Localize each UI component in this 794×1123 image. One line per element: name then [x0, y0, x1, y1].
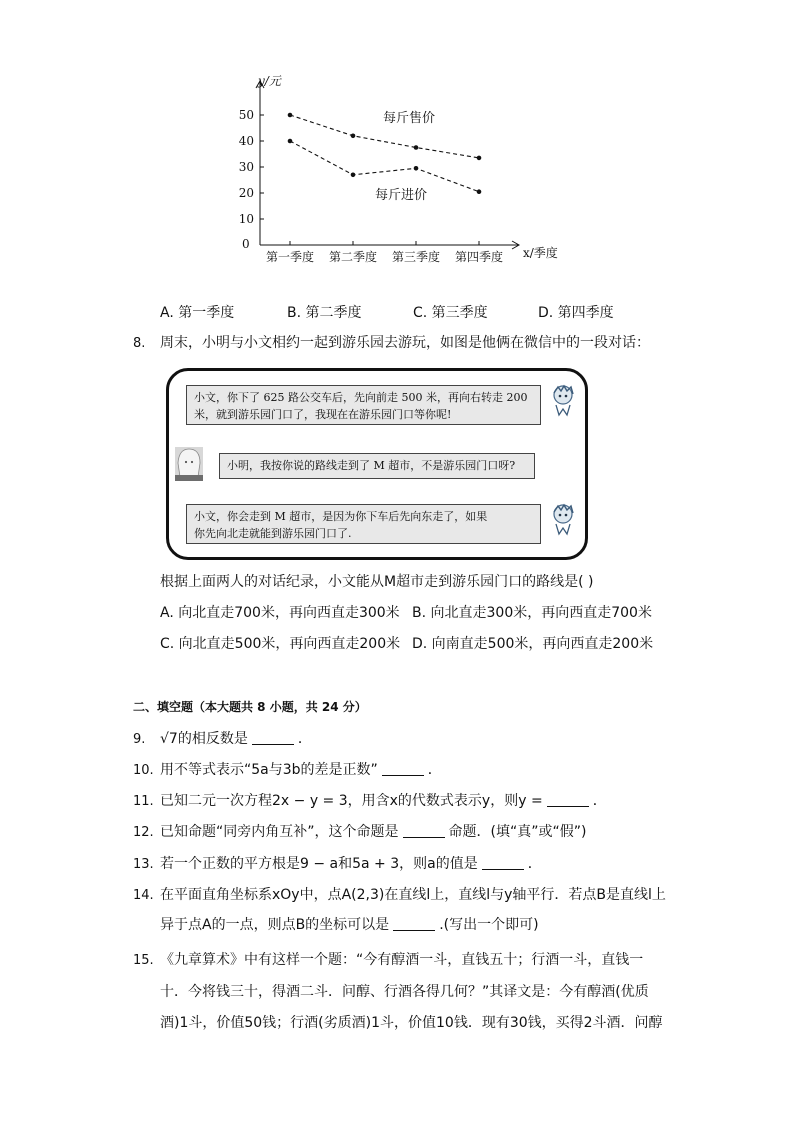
- q13-text: [160, 854, 542, 874]
- q8-stem: 周末，小明与小文相约一起到游乐园去游玩，如图是他俩在微信中的一段对话：: [160, 335, 650, 351]
- q11-post: ．: [592, 793, 607, 809]
- q9-number: 9.: [133, 732, 146, 747]
- y-tick-label-20: 20: [238, 186, 254, 200]
- q7-option-d[interactable]: D. 第四季度: [538, 305, 614, 321]
- xiaowen-avatar-icon: [175, 447, 203, 481]
- q14-line-1: 在平面直角坐标系xOy中，点A(2,3)在直线l上，直线l与y轴平行．若点B是直线l上: [160, 887, 666, 903]
- y-tick-label-30: 30: [238, 160, 254, 174]
- q10-number: 10.: [133, 763, 154, 778]
- q14-post: .(写出一个即可): [439, 917, 539, 933]
- q13-answer-blank[interactable]: [482, 855, 524, 870]
- q12-pre: 已知命题“同旁内角互补”，这个命题是: [160, 824, 399, 840]
- series-2-point-2: [351, 173, 356, 178]
- q8-option-d[interactable]: D. 向南直走500米，再向西直走200米: [412, 636, 654, 652]
- chat-message-3: [186, 504, 541, 544]
- q10-pre: 用不等式表示“5a与3b的差是正数”: [160, 762, 378, 778]
- q9-text: [160, 729, 312, 749]
- series-1-point-2: [351, 134, 356, 139]
- q14-number: 14.: [133, 888, 154, 903]
- q9-post: ．: [297, 731, 312, 747]
- x-tick-label-3: 第三季度: [391, 250, 441, 264]
- chat-message-3-line-2: 你先向北走就能到游乐园门口了.: [194, 527, 352, 540]
- chat-message-3-line-1: 小文，你会走到 M 超市，是因为你下车后先向东走了，如果: [194, 510, 488, 523]
- price-line-chart: [230, 60, 570, 270]
- q11-pre: 已知二元一次方程2x − y = 3，用含x的代数式表示y，则y =: [160, 793, 543, 809]
- q14-pre: 异于点A的一点，则点B的坐标可以是: [160, 917, 390, 933]
- chat-message-1-line-2: 米，就到游乐园门口了，我现在在游乐园门口等你呢!: [194, 408, 452, 421]
- xiaoming-avatar-icon: [549, 383, 577, 417]
- q14-answer-blank[interactable]: [393, 916, 435, 931]
- q8-option-c[interactable]: C. 向北直走500米，再向西直走200米: [160, 636, 401, 652]
- section-2-title: 二、填空题（本大题共 8 小题，共 24 分）: [133, 700, 367, 714]
- q9-pre: √7的相反数是: [160, 731, 248, 747]
- chat-message-2: 小明，我按你说的路线走到了 M 超市，不是游乐园门口呀?: [219, 453, 535, 479]
- q9-answer-blank[interactable]: [252, 730, 294, 745]
- q7-option-c[interactable]: C. 第三季度: [413, 305, 488, 321]
- y-tick-label-10: 10: [238, 212, 254, 226]
- origin-label: 0: [242, 237, 250, 251]
- series-1-point-1: [288, 113, 293, 118]
- q8-question: 根据上面两人的对话纪录，小文能从M超市走到游乐园门口的路线是( ): [160, 574, 594, 590]
- x-tick-label-2: 第二季度: [328, 250, 378, 264]
- series-2-point-4: [477, 189, 482, 194]
- q10-post: ．: [427, 762, 442, 778]
- q8-option-a[interactable]: A. 向北直走700米，再向西直走300米: [160, 605, 400, 621]
- q15-number: 15.: [133, 953, 154, 968]
- q7-option-b[interactable]: B. 第二季度: [287, 305, 362, 321]
- q12-answer-blank[interactable]: [403, 823, 445, 838]
- q8-option-b[interactable]: B. 向北直走300米，再向西直走700米: [412, 605, 652, 621]
- q8-number: 8.: [133, 336, 146, 351]
- q14-line-2: [160, 915, 539, 935]
- q7-option-a[interactable]: A. 第一季度: [160, 305, 235, 321]
- x-tick-label-4: 第四季度: [454, 250, 504, 264]
- q11-text: [160, 791, 607, 811]
- q11-number: 11.: [133, 794, 154, 809]
- chat-message-1: [186, 385, 541, 425]
- series-label-1: 每斤售价: [383, 110, 436, 126]
- x-tick-label-1: 第一季度: [265, 250, 315, 264]
- series-1-point-4: [477, 156, 482, 161]
- xiaoming-avatar-icon-2: [549, 502, 577, 536]
- y-axis-label: y/元: [258, 74, 281, 88]
- q12-text: [160, 822, 586, 842]
- y-tick-label-50: 50: [238, 108, 254, 122]
- q12-number: 12.: [133, 825, 154, 840]
- q10-text: [160, 760, 442, 780]
- chat-message-1-line-1: 小文，你下了 625 路公交车后，先向前走 500 米，再向右转走 200: [194, 391, 528, 404]
- q10-answer-blank[interactable]: [382, 761, 424, 776]
- series-2-point-1: [288, 139, 293, 144]
- chat-screenshot: [166, 368, 588, 560]
- y-tick-label-40: 40: [238, 134, 254, 148]
- x-axis-label: x/季度: [523, 246, 558, 260]
- q13-pre: 若一个正数的平方根是9 − a和5a + 3，则a的值是: [160, 856, 478, 872]
- q13-post: ．: [527, 856, 542, 872]
- q15-line-1: 《九章算术》中有这样一个题：“今有醇酒一斗，直钱五十；行酒一斗，直钱一: [160, 952, 644, 968]
- q15-line-3: 酒)1斗，价值50钱；行酒(劣质酒)1斗，价值10钱．现有30钱，买得2斗酒．问醇: [160, 1015, 663, 1031]
- q11-answer-blank[interactable]: [547, 792, 589, 807]
- series-label-2: 每斤进价: [375, 187, 428, 203]
- q12-post: 命题．(填“真”或“假”): [448, 824, 587, 840]
- series-1-point-3: [414, 145, 419, 150]
- q13-number: 13.: [133, 857, 154, 872]
- series-line-2: [290, 141, 479, 192]
- series-2-point-3: [414, 166, 419, 171]
- q15-line-2: 十．今将钱三十，得酒二斗．问醇、行酒各得几何？”其译文是：今有醇酒(优质: [160, 984, 649, 1000]
